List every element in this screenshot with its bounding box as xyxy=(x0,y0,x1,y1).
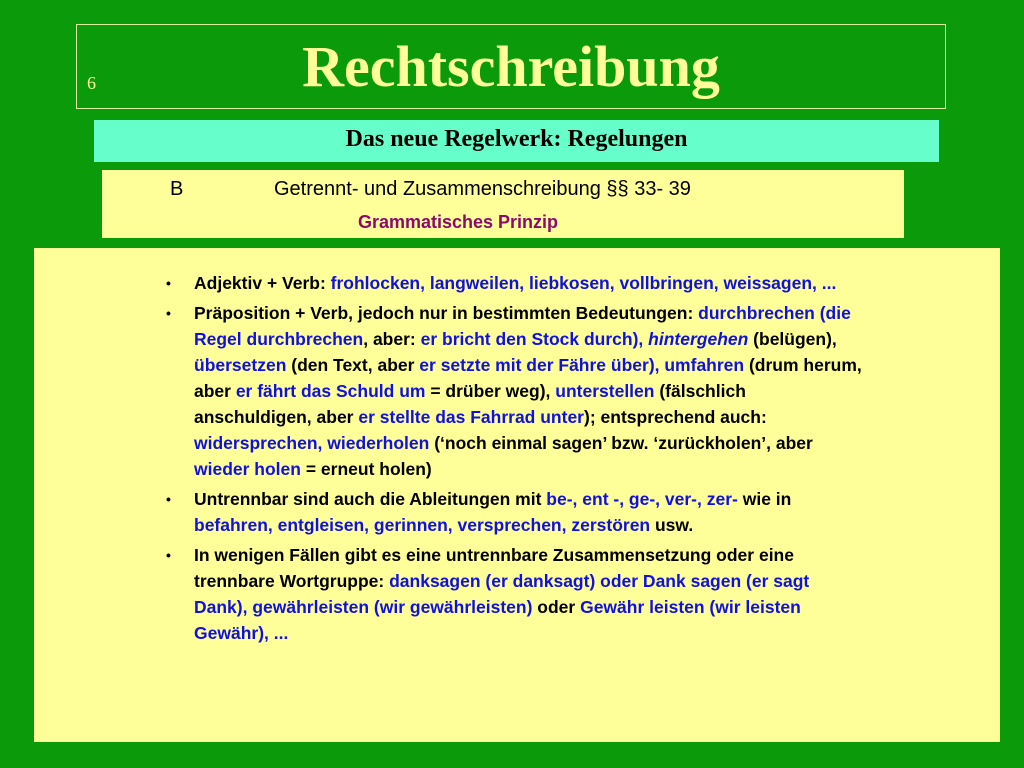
example-segment: frohlocken, langweilen, liebkosen, vollbringen, weissagen, ... xyxy=(330,273,837,293)
text-segment: (den Text, aber xyxy=(286,355,420,375)
bullet-icon: • xyxy=(166,547,171,563)
text-segment: = drüber weg), xyxy=(425,381,556,401)
text-segment: ); entsprechend auch: xyxy=(584,407,767,427)
bullet-icon: • xyxy=(166,305,171,321)
section-header xyxy=(102,170,904,238)
text-segment: (drum herum, aber xyxy=(194,355,862,401)
slide-number: 6 xyxy=(87,73,96,93)
section-subheading: Grammatisches Prinzip xyxy=(357,212,559,232)
section-letter: B xyxy=(170,178,184,200)
title-frame xyxy=(76,24,946,109)
content-panel xyxy=(34,248,1000,742)
example-segment: Gewähr leisten (wir leisten Gewähr), ... xyxy=(194,597,801,643)
example-segment: hintergehen xyxy=(648,329,749,349)
subtitle-bar xyxy=(94,120,939,162)
example-segment: er setzte mit der Fähre über), umfahren xyxy=(419,355,745,375)
text-segment: wie in xyxy=(737,489,792,509)
example-segment: be-, ent -, ge-, ver-, zer- xyxy=(546,489,738,509)
subtitle: Das neue Regelwerk: Regelungen xyxy=(345,126,688,152)
list-item xyxy=(164,542,864,646)
example-segment: widersprechen, wiederholen xyxy=(194,433,430,453)
example-segment: wieder holen xyxy=(194,459,301,479)
bullet-icon: • xyxy=(166,275,171,291)
text-segment: , aber: xyxy=(363,329,421,349)
text-segment: usw. xyxy=(650,515,694,535)
text-segment: (‘noch einmal sagen’ bzw. ‘zurückholen’, aber xyxy=(429,433,813,453)
text-segment: In wenigen Fällen gibt es eine untrennbare Zusammensetzung oder eine trennbare Wortgruppe: xyxy=(194,545,794,591)
list-item xyxy=(164,270,864,296)
text-segment: = erneut holen) xyxy=(300,459,432,479)
text-segment: (fälschlich anschuldigen, aber xyxy=(194,381,746,427)
text-segment: (belügen), xyxy=(748,329,837,349)
example-segment: übersetzen xyxy=(194,355,287,375)
example-segment: unterstellen xyxy=(555,381,655,401)
list-item xyxy=(164,300,864,482)
section-title: Getrennt- und Zusammenschreibung §§ 33- 39 xyxy=(274,178,691,200)
bullet-list xyxy=(164,270,864,650)
text-segment: Untrennbar sind auch die Ableitungen mit xyxy=(194,489,547,509)
example-segment: durchbrechen (die Regel durchbrechen xyxy=(194,303,851,349)
example-segment: befahren, entgleisen, gerinnen, versprechen, zerstören xyxy=(194,515,651,535)
example-segment: danksagen (er danksagt) oder Dank sagen (er sagt Dank), gewährleisten (wir gewährleisten) xyxy=(194,571,810,617)
example-segment: er fährt das Schuld um xyxy=(235,381,426,401)
list-item xyxy=(164,486,864,538)
text-segment: Präposition + Verb, jedoch nur in bestimmten Bedeutungen: xyxy=(194,303,699,323)
text-segment: oder xyxy=(532,597,581,617)
bullet-icon: • xyxy=(166,491,171,507)
text-segment: Adjektiv + Verb: xyxy=(194,273,331,293)
example-segment: er stellte das Fahrrad unter xyxy=(358,407,584,427)
page-title: Rechtschreibung xyxy=(302,34,720,99)
example-segment: er bricht den Stock durch), xyxy=(420,329,649,349)
